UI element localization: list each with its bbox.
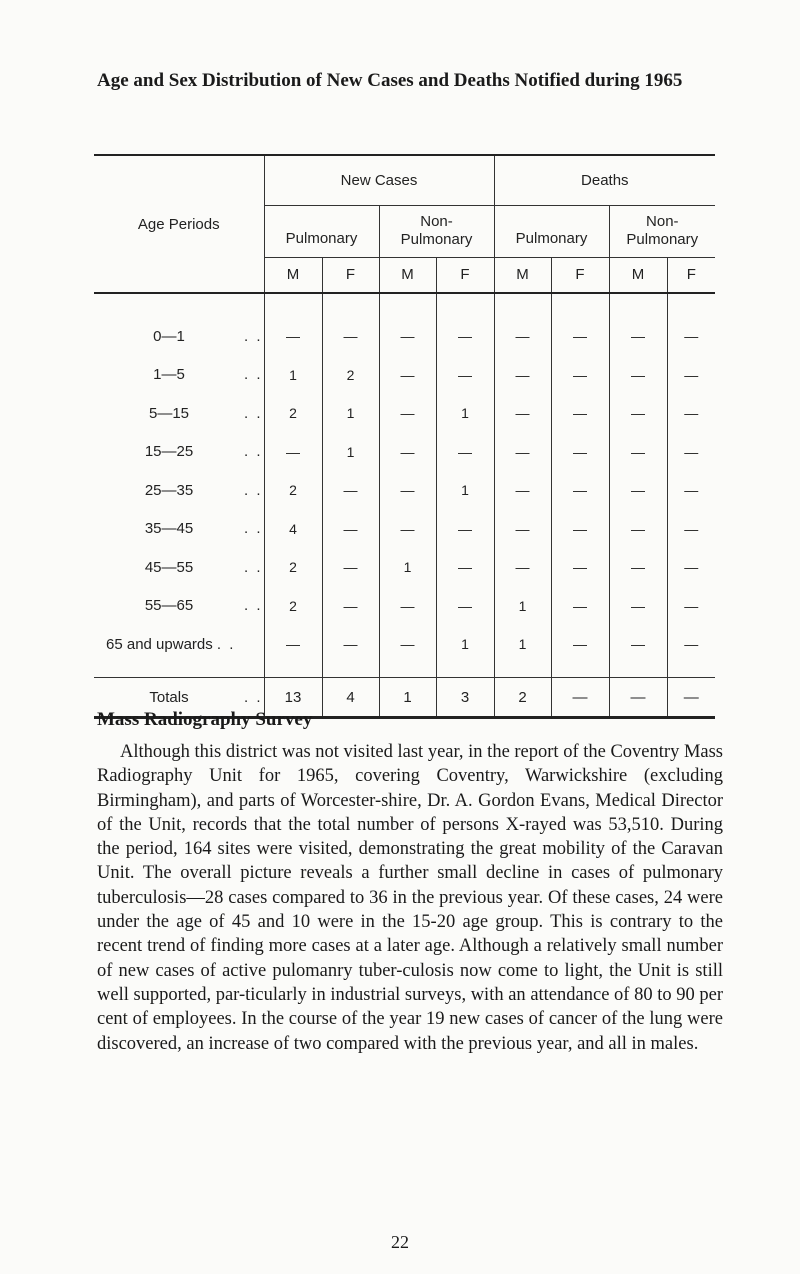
table-title: Age and Sex Distribution of New Cases and Deaths Notified during 1965 [97, 70, 683, 91]
table-cell: — [551, 433, 609, 472]
sex-f-header: F [667, 257, 715, 293]
table-cell: — [667, 587, 715, 626]
table-cell: — [264, 625, 322, 664]
table-cell: — [379, 471, 436, 510]
table-cell: — [551, 510, 609, 549]
leader-dots: . . [244, 597, 263, 615]
body-paragraph: Although this district was not visited last year, in the report of the Coventry Mass Radiography Unit for 1965, covering Coventry, Warwickshire (excluding Birmingham), and parts of Worcester-shire, Dr. A. Gordon Evans, Medical Director of the Unit, records that the total number of persons X-rayed was 53,510. During the period, 164 sites were visited, demonstrating the great mobility of the Caravan Unit. The overall picture reveals a further small decline in cases of pulmonary tuberculosis—28 cases compared to 36 in the previous year. Of these cases, 24 were under the age of 45 and 10 were in the 15-20 age group. This is contrary to the recent trend of finding more cases at a later age. Although a relatively small number of new cases of active pulomanry tuber-culosis now come to light, the Unit is still well supported, par-ticularly in industrial surveys, with an attendance of 80 to 90 per cent of employees. In the course of the year 19 new cases of cancer of the lung were discovered, an increase of two compared with the previous year, and all in males. [97, 742, 723, 1054]
table-cell: — [551, 548, 609, 587]
table-cell: 1 [436, 625, 494, 664]
table-row [94, 471, 715, 510]
table-cell: — [609, 587, 667, 626]
table-cell: 1 [494, 625, 551, 664]
age-period-label: 1—5 [153, 366, 185, 384]
table-cell: 2 [264, 587, 322, 626]
sex-f-header: F [322, 257, 379, 293]
table-cell: 2 [264, 548, 322, 587]
table-cell: — [667, 433, 715, 472]
table-row [94, 548, 715, 587]
table-cell: — [551, 625, 609, 664]
totals-cell: 13 [264, 678, 322, 718]
totals-cell: — [667, 678, 715, 718]
distribution-table [94, 154, 715, 719]
age-period-label: 15—25 [144, 443, 194, 461]
table-cell: — [379, 433, 436, 472]
table-cell: — [551, 356, 609, 395]
table-cell: — [667, 356, 715, 395]
table-cell: — [379, 394, 436, 433]
table-cell: — [667, 510, 715, 549]
table-cell: — [436, 510, 494, 549]
table-cell: — [494, 394, 551, 433]
age-period-label: 35—45 [144, 520, 194, 538]
table-cell: 4 [264, 510, 322, 549]
table-cell: — [322, 471, 379, 510]
table-row [94, 356, 715, 395]
new-non-pulmonary-header: Non- Pulmonary [379, 205, 494, 257]
table-cell: — [322, 317, 379, 356]
table-cell: — [667, 548, 715, 587]
table-cell: — [494, 317, 551, 356]
table-cell: — [551, 317, 609, 356]
deaths-non-pulmonary-header: Non- Pulmonary [609, 205, 715, 257]
sex-m-header: M [494, 257, 551, 293]
totals-cell: 3 [436, 678, 494, 718]
leader-dots: . . [244, 327, 263, 345]
table-row [94, 625, 715, 664]
table-cell: — [609, 625, 667, 664]
table-cell: — [494, 548, 551, 587]
table-cell: — [551, 394, 609, 433]
age-period-label: 65 and upwards [106, 635, 213, 653]
leader-dots: . . [244, 520, 263, 538]
distribution-table-wrap [94, 154, 715, 719]
table-cell: — [551, 471, 609, 510]
table-cell: — [609, 548, 667, 587]
table-cell: — [609, 394, 667, 433]
leader-dots: . . [244, 558, 263, 576]
table-cell: — [436, 317, 494, 356]
sex-f-header: F [436, 257, 494, 293]
table-cell: 2 [264, 394, 322, 433]
table-cell: — [609, 510, 667, 549]
age-period-label: 45—55 [144, 558, 194, 576]
table-cell: — [551, 587, 609, 626]
table-cell: 1 [494, 587, 551, 626]
table-cell: — [609, 317, 667, 356]
leader-dots: . . [244, 366, 263, 384]
deaths-header: Deaths [494, 155, 715, 205]
sex-m-header: M [264, 257, 322, 293]
table-cell: — [436, 433, 494, 472]
table-cell: — [667, 471, 715, 510]
table-cell: — [609, 433, 667, 472]
table-cell: — [667, 394, 715, 433]
sex-f-header: F [551, 257, 609, 293]
table-cell: 2 [322, 356, 379, 395]
age-period-label: 25—35 [144, 481, 194, 499]
table-cell: 1 [379, 548, 436, 587]
table-cell: — [264, 317, 322, 356]
totals-cell: — [551, 678, 609, 718]
leader-dots: . . [216, 635, 236, 653]
table-cell: — [609, 471, 667, 510]
table-cell: 1 [436, 471, 494, 510]
totals-cell: 1 [379, 678, 436, 718]
leader-dots: . . [244, 481, 263, 499]
page-number: 22 [391, 1232, 409, 1252]
totals-cell: — [609, 678, 667, 718]
leader-dots: . . [244, 443, 263, 461]
sex-m-header: M [379, 257, 436, 293]
table-row [94, 317, 715, 356]
table-cell: — [379, 356, 436, 395]
deaths-pulmonary-header: Pulmonary [494, 205, 609, 257]
table-cell: — [494, 471, 551, 510]
table-cell: 1 [436, 394, 494, 433]
age-period-label: 0—1 [153, 327, 185, 345]
table-cell: 1 [264, 356, 322, 395]
table-cell: — [494, 510, 551, 549]
table-cell: — [322, 548, 379, 587]
table-cell: — [609, 356, 667, 395]
table-cell: — [667, 317, 715, 356]
age-period-label: 55—65 [144, 597, 194, 615]
table-cell: 2 [264, 471, 322, 510]
table-row [94, 433, 715, 472]
table-cell: 1 [322, 433, 379, 472]
table-cell: — [379, 625, 436, 664]
table-cell: — [436, 548, 494, 587]
table-cell: — [322, 625, 379, 664]
table-cell: — [322, 587, 379, 626]
age-periods-header: Age Periods [94, 155, 264, 293]
leader-dots: . . [244, 404, 263, 422]
table-cell: — [379, 317, 436, 356]
table-cell: — [322, 510, 379, 549]
table-row [94, 510, 715, 549]
section-heading: Mass Radiography Survey [97, 709, 313, 730]
table-cell: 1 [322, 394, 379, 433]
totals-label: Totals [149, 688, 189, 706]
new-cases-header: New Cases [264, 155, 494, 205]
age-period-label: 5—15 [148, 404, 190, 422]
leader-dots: . . [244, 688, 263, 706]
table-cell: — [494, 433, 551, 472]
table-cell: — [494, 356, 551, 395]
table-cell: — [436, 587, 494, 626]
table-cell: — [667, 625, 715, 664]
table-row [94, 394, 715, 433]
table-row [94, 587, 715, 626]
table-cell: — [436, 356, 494, 395]
totals-cell: 2 [494, 678, 551, 718]
table-cell: — [379, 510, 436, 549]
table-cell: — [379, 587, 436, 626]
table-cell: — [264, 433, 322, 472]
totals-cell: 4 [322, 678, 379, 718]
new-pulmonary-header: Pulmonary [264, 205, 379, 257]
sex-m-header: M [609, 257, 667, 293]
